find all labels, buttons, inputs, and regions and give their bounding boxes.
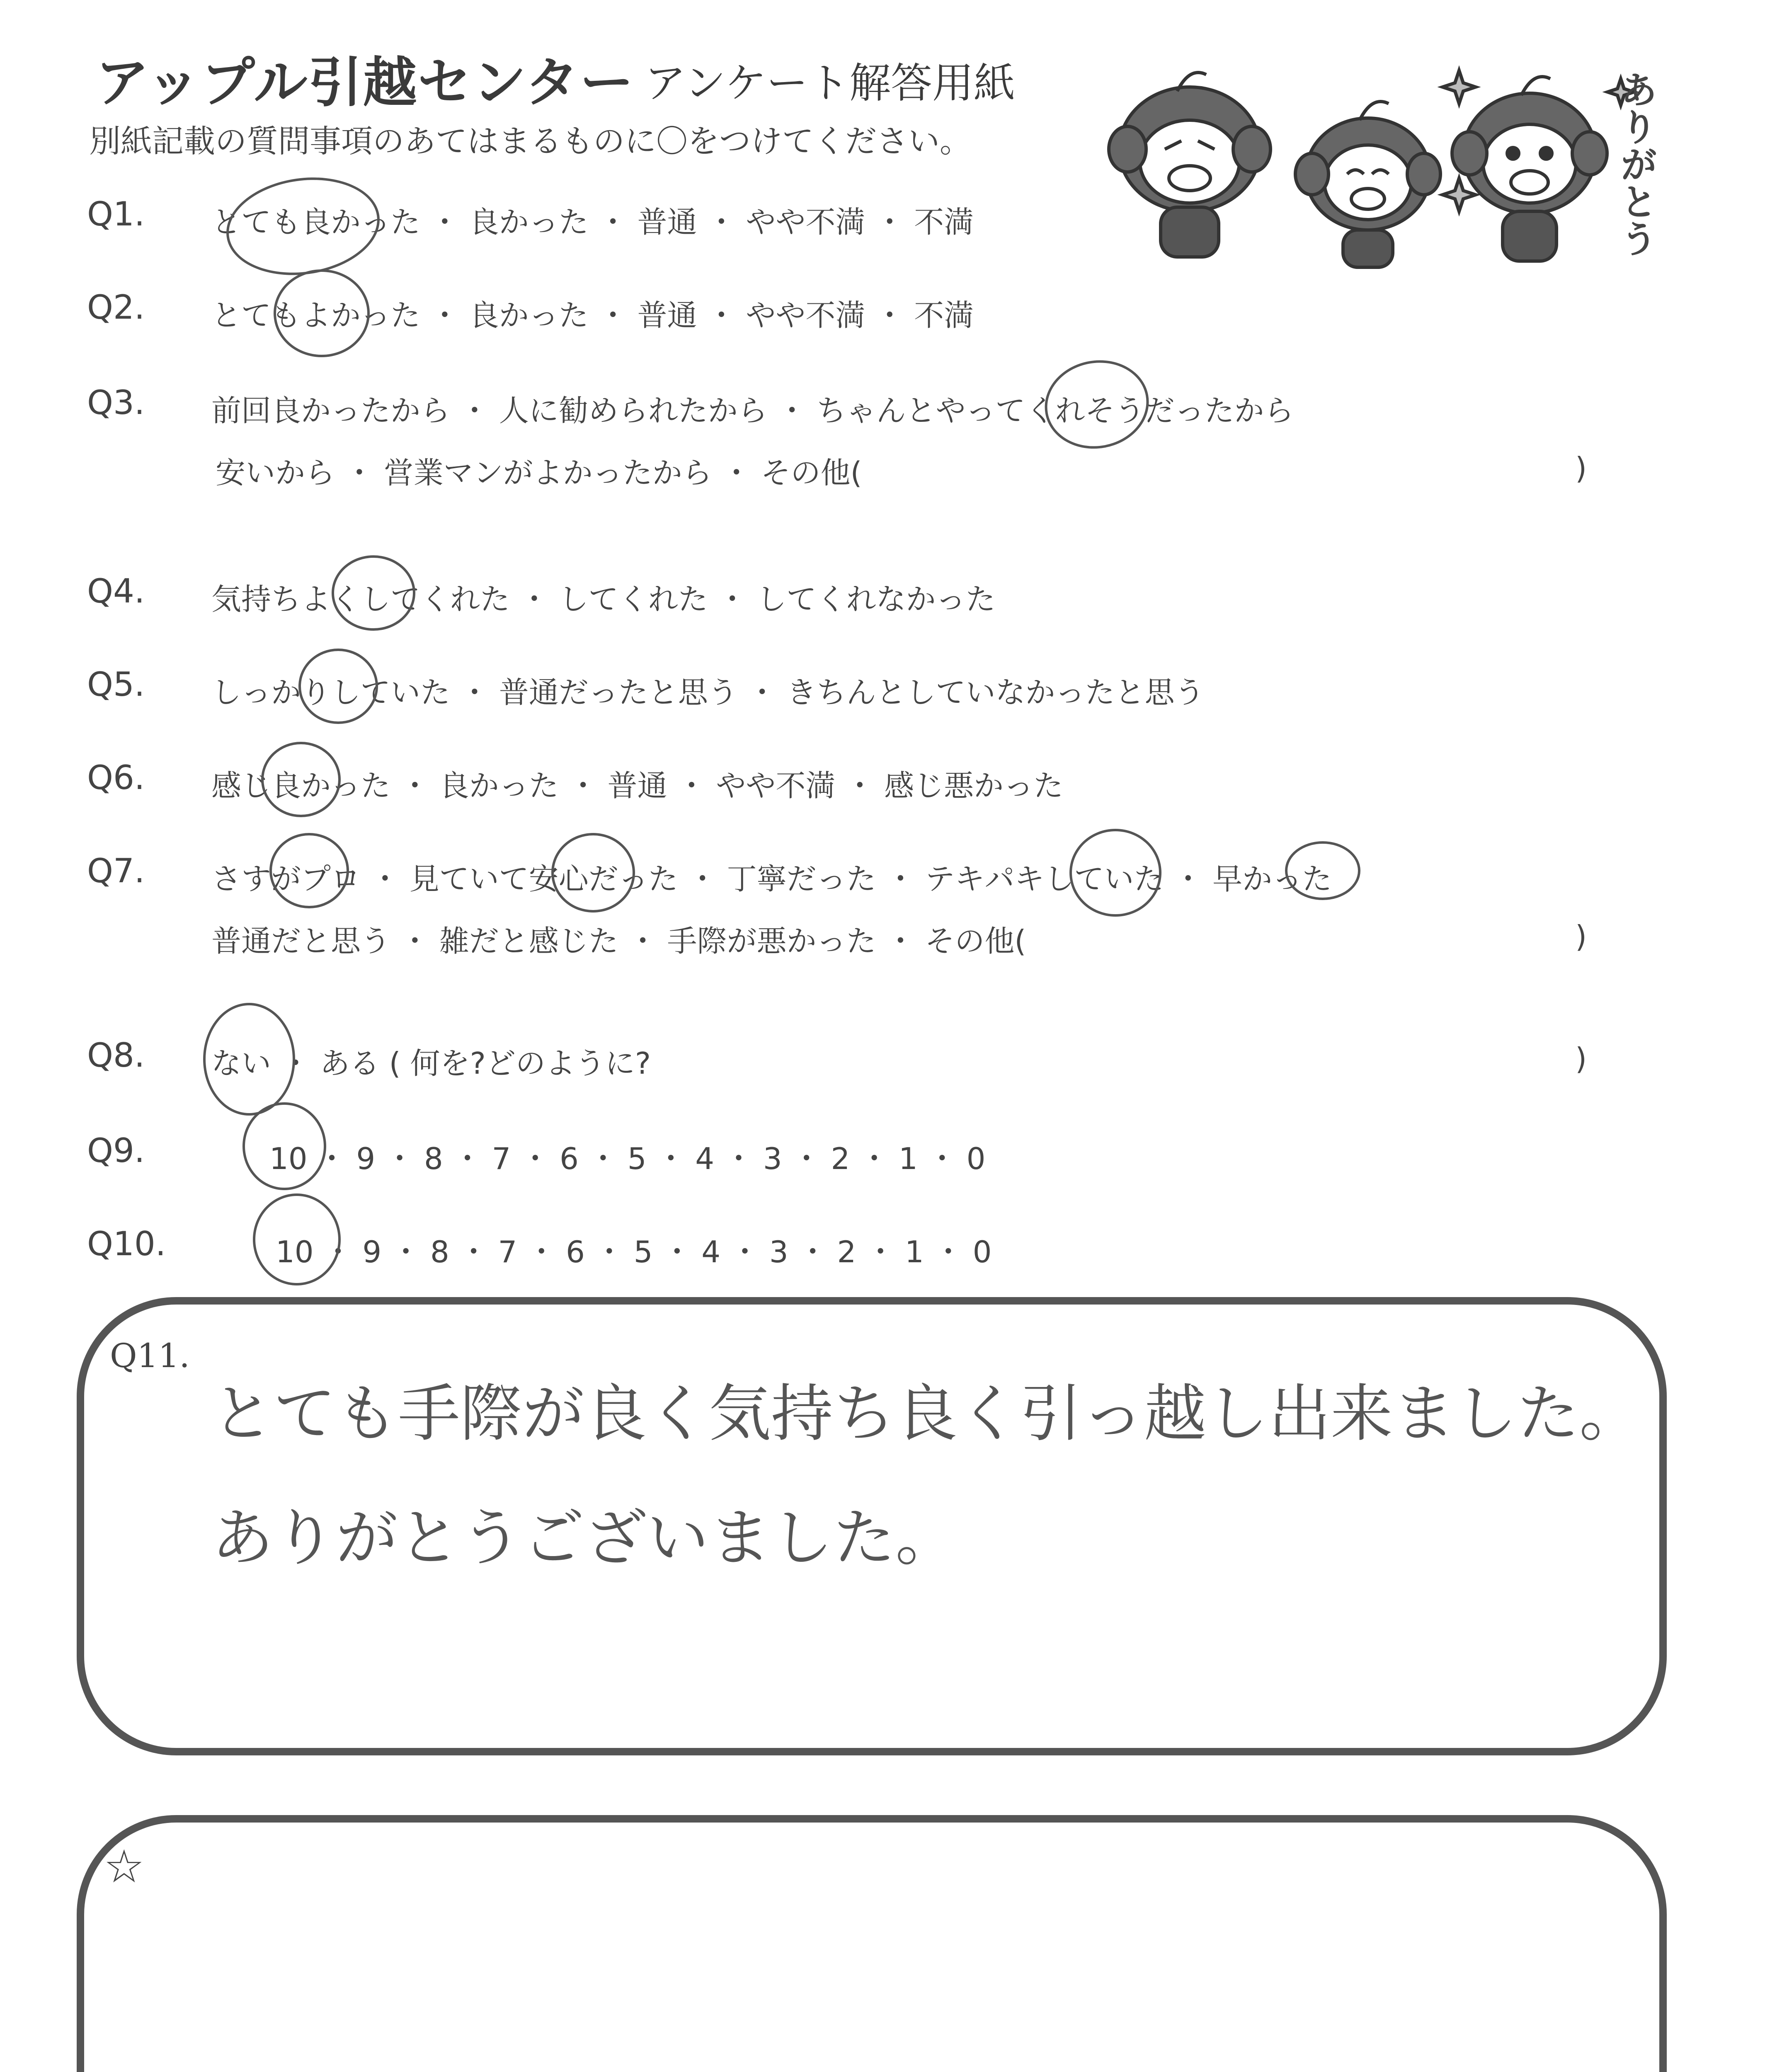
q11-comment-line2: ありがとうございました。 bbox=[211, 1502, 958, 1574]
q7-answer-circle-3 bbox=[1069, 829, 1161, 917]
q6-options: 感じ良かった ・ 良かった ・ 普通 ・ やや不満 ・ 感じ悪かった bbox=[211, 768, 1064, 803]
q6-number: Q6. bbox=[87, 758, 145, 797]
q4-number: Q4. bbox=[87, 572, 145, 610]
q8-number: Q8. bbox=[87, 1036, 145, 1075]
q7-answer-circle-2 bbox=[551, 833, 635, 913]
q5-number: Q5. bbox=[87, 665, 145, 704]
brand-title: アップル引越センター bbox=[95, 51, 635, 114]
q4-answer-circle bbox=[332, 555, 415, 631]
notes-box bbox=[77, 1815, 1667, 2072]
q7-close-paren: ) bbox=[1575, 919, 1587, 954]
q7-options-line1: さすがプロ ・ 見ていて安心だった ・ 丁寧だった ・ テキパキしていた ・ 早かった bbox=[211, 862, 1332, 896]
q8-answer-circle bbox=[203, 1003, 295, 1116]
form-subtitle: アンケート解答用紙 bbox=[645, 59, 1015, 107]
q1-number: Q1. bbox=[87, 195, 145, 233]
q9-number: Q9. bbox=[87, 1131, 145, 1170]
star-label: ☆ bbox=[104, 1840, 145, 1893]
q2-options: とてもよかった ・ 良かった ・ 普通 ・ やや不満 ・ 不満 bbox=[211, 298, 974, 333]
q6-answer-circle bbox=[261, 742, 341, 817]
q2-number: Q2. bbox=[87, 288, 145, 327]
q1-answer-circle bbox=[220, 168, 386, 285]
q2-answer-circle bbox=[274, 269, 370, 357]
q4-options: 気持ちよくしてくれた ・ してくれた ・ してくれなかった bbox=[211, 582, 996, 617]
q3-answer-circle bbox=[1038, 352, 1156, 457]
monkey-mascots-icon bbox=[1094, 54, 1654, 269]
instruction-text: 別紙記載の質問事項のあてはまるものに〇をつけてください。 bbox=[89, 123, 971, 160]
q1-options: とても良かった ・ 良かった ・ 普通 ・ やや不満 ・ 不満 bbox=[211, 205, 974, 240]
q5-options: しっかりしていた ・ 普通だったと思う ・ きちんとしていなかったと思う bbox=[211, 675, 1205, 710]
q8-close-paren: ) bbox=[1575, 1041, 1587, 1076]
q8-options: ない ・ ある ( 何を?どのように? bbox=[211, 1046, 651, 1081]
q7-answer-circle-1 bbox=[269, 833, 349, 908]
q9-answer-circle bbox=[242, 1102, 326, 1190]
q7-answer-circle-4 bbox=[1285, 841, 1360, 900]
q3-close-paren: ) bbox=[1575, 451, 1587, 486]
q3-options-line1: 前回良かったから ・ 人に勧められたから ・ ちゃんとやってくれそうだったから bbox=[211, 393, 1294, 428]
q11-comment-line1: とても手際が良く気持ち良く引っ越し出来ました。 bbox=[211, 1378, 1642, 1450]
thanks-vertical-text: ありがとう bbox=[1614, 70, 1657, 257]
q10-number: Q10. bbox=[87, 1225, 166, 1263]
q7-options-line2: 普通だと思う ・ 雑だと感じた ・ 手際が悪かった ・ その他( bbox=[211, 924, 1026, 959]
q11-label: Q11. bbox=[110, 1336, 190, 1375]
q3-options-line2: 安いから ・ 営業マンがよかったから ・ その他( bbox=[216, 455, 862, 490]
q3-number: Q3. bbox=[87, 383, 145, 422]
q10-answer-circle bbox=[253, 1193, 341, 1285]
q9-scale: 10 ・ 9 ・ 8 ・ 7 ・ 6 ・ 5 ・ 4 ・ 3 ・ 2 ・ 1 ・ 0 bbox=[269, 1141, 986, 1176]
q5-answer-circle bbox=[298, 649, 378, 724]
q10-scale: 10 ・ 9 ・ 8 ・ 7 ・ 6 ・ 5 ・ 4 ・ 3 ・ 2 ・ 1 ・ 0 bbox=[276, 1234, 992, 1269]
q7-number: Q7. bbox=[87, 852, 145, 890]
